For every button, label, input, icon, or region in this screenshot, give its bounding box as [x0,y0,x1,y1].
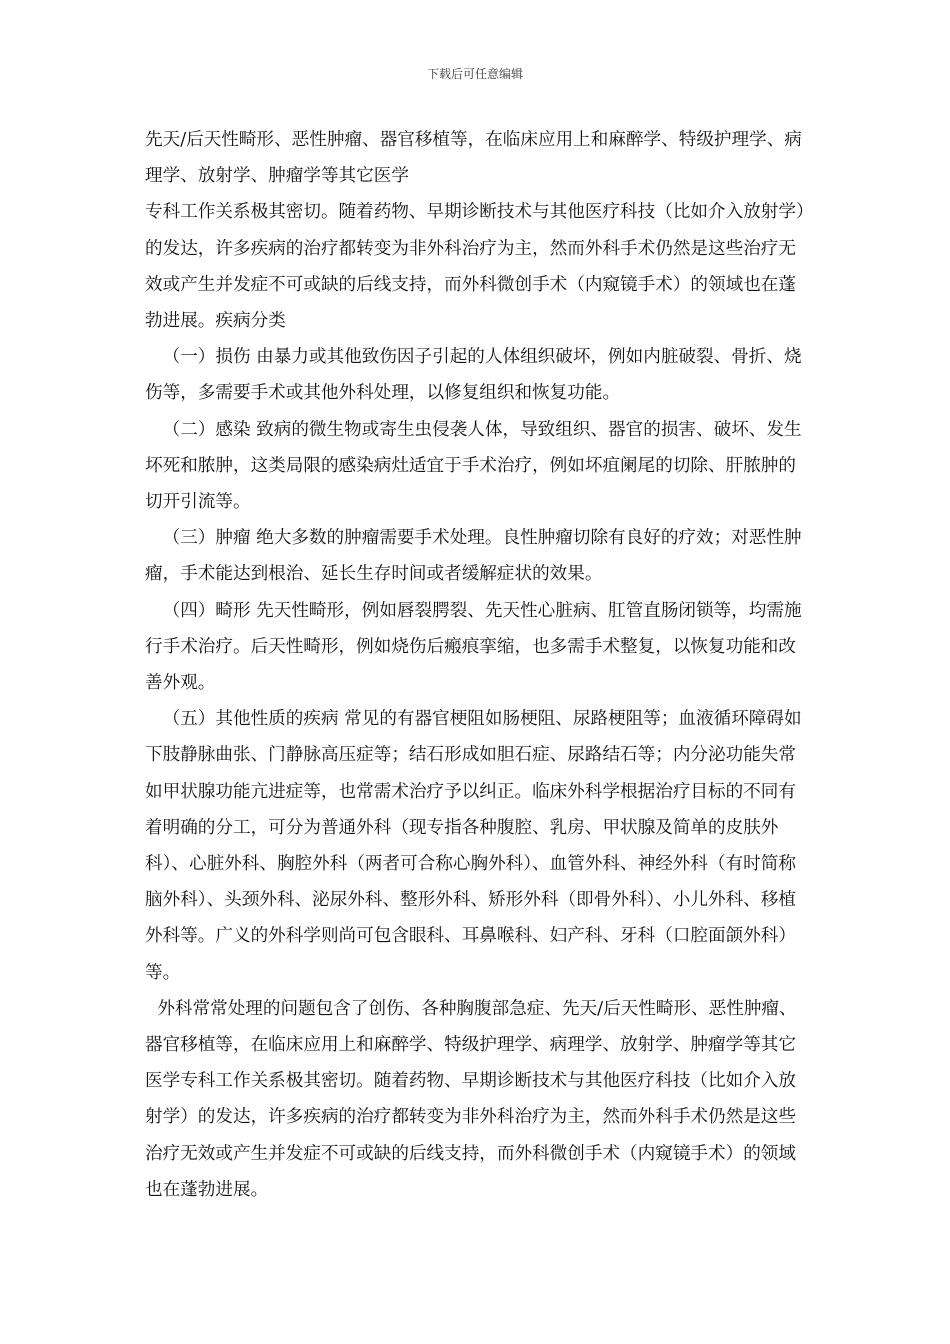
paragraph-injury: （一）损伤 由暴力或其他致伤因子引起的人体组织破坏，例如内脏破裂、骨折、烧伤等，多需要手术或其他外科处理，以修复组织和恢复功能。 [145,347,802,404]
paragraph-specialty-relations: 专科工作关系极其密切。随着药物、早期诊断技术与其他医疗科技（比如介入放射学）的发达，许多疾病的治疗都转变为非外科治疗为主，然而外科手术仍然是这些治疗无效或产生并发症不可或缺的后线支持，而外科微创手术（内窥镜手术）的领域也在蓬勃进展。疾病分类 [145,202,805,332]
paragraph-deformity: （四）畸形 先天性畸形，例如唇裂腭裂、先天性心脏病、肛管直肠闭锁等，均需施行手术治疗。后天性畸形，例如烧伤后瘢痕挛缩，也多需手术整复，以恢复功能和改善外观。 [145,600,802,694]
paragraph-intro-continued: 先天/后天性畸形、恶性肿瘤、器官移植等，在临床应用上和麻醉学、特级护理学、病理学、放射学、肿瘤学等其它医学 [145,130,802,187]
paragraph-infection: （二）感染 致病的微生物或寄生虫侵袭人体，导致组织、器官的损害、破坏、发生坏死和脓肿，这类局限的感染病灶适宜于手术治疗，例如坏疽阑尾的切除、肝脓肿的切开引流等。 [145,419,802,513]
document-body [145,122,811,1208]
page-header: 下载后可任意编辑 [426,67,523,81]
paragraph-summary: 外科常常处理的问题包含了创伤、各种胸腹部急症、先天/后天性畸形、恶性肿瘤、器官移植等，在临床应用上和麻醉学、特级护理学、病理学、放射学、肿瘤学等其它医学专科工作关系极其密切。随着药物、早期诊断技术与其他医疗科技（比如介入放射学）的发达，许多疾病的治疗都转变为非外科治疗为主，然而外科手术仍然是这些治疗无效或产生并发症不可或缺的后线支持，而外科微创手术（内窥镜手术）的领域也在蓬勃进展。 [145,998,797,1200]
paragraph-other-diseases: （五）其他性质的疾病 常见的有器官梗阻如肠梗阻、尿路梗阻等；血液循环障碍如下肢静脉曲张、门静脉高压症等；结石形成如胆石症、尿路结石等；内分泌功能失常如甲状腺功能亢进症等，也常需术治疗予以纠正。临床外科学根据治疗目标的不同有着明确的分工，可分为普通外科（现专指各种腹腔、乳房、甲状腺及简单的皮肤外科）、心脏外科、胸腔外科（两者可合称心胸外科）、血管外科、神经外科（有时简称脑外科）、头颈外科、泌尿外科、整形外科、矫形外科（即骨外科）、小儿外科、移植外科等。广义的外科学则尚可包含眼科、耳鼻喉科、妇产科、牙科（口腔面颌外科）等。 [145,709,802,983]
paragraph-tumor: （三）肿瘤 绝大多数的肿瘤需要手术处理。良性肿瘤切除有良好的疗效；对恶性肿瘤，手术能达到根治、延长生存时间或者缓解症状的效果。 [145,528,802,585]
